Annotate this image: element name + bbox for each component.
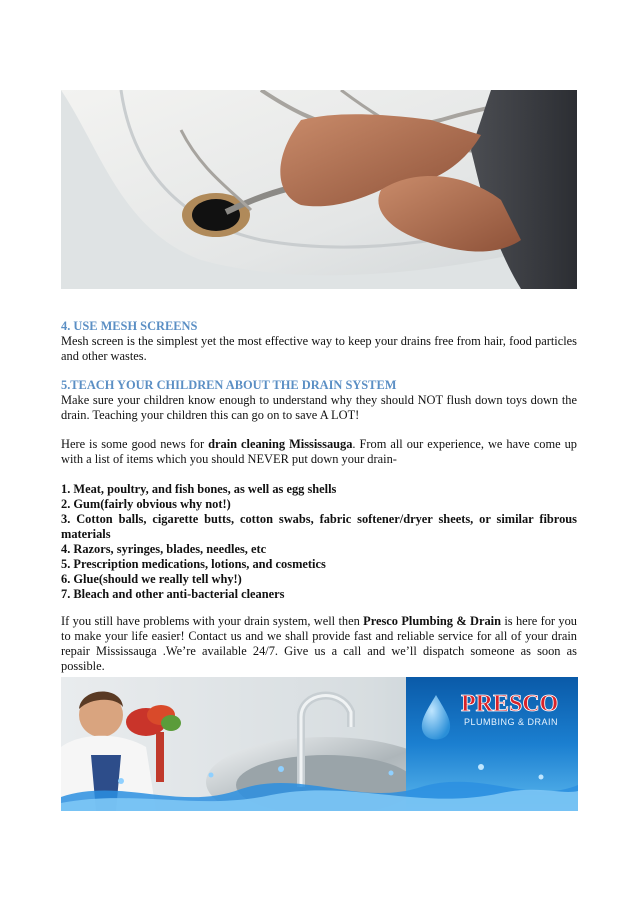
- section-heading-mesh-screens: 4. USE MESH SCREENS: [61, 319, 198, 333]
- list-item: 7. Bleach and other anti-bacterial cleaners: [61, 587, 285, 601]
- never-put-down-list: [61, 482, 577, 602]
- section-body-mesh-screens: Mesh screen is the simplest yet the most effective way to keep your drains free from hair, food particles and other wastes.: [61, 334, 577, 363]
- section-teach-children: [61, 378, 577, 423]
- intro-keyword: drain cleaning Mississauga: [208, 437, 353, 451]
- intro-paragraph: [61, 437, 577, 467]
- section-heading-teach-children: 5.TEACH YOUR CHILDREN ABOUT THE DRAIN SYSTEM: [61, 378, 397, 392]
- closing-paragraph: [61, 614, 577, 674]
- closing-text-start: If you still have problems with your drain system, well then: [61, 614, 364, 628]
- drain-snake-photo: [61, 90, 577, 289]
- closing-text-end: is here for you to make your life easier! Contact us and we shall provide fast and reliable service for all of your drain repair Mississauga .We’re available 24/7. Give us a call and we’ll dispatch someone as soon as possible.: [61, 614, 577, 673]
- list-item: 5. Prescription medications, lotions, and cosmetics: [61, 557, 326, 571]
- company-name: Presco Plumbing & Drain: [363, 614, 501, 628]
- logo-brand-text: PRESCO: [461, 691, 559, 717]
- list-item: 1. Meat, poultry, and fish bones, as well as egg shells: [61, 482, 337, 496]
- list-item: 4. Razors, syringes, blades, needles, etc: [61, 542, 267, 556]
- intro-text-start: Here is some good news for: [61, 437, 209, 451]
- logo-tagline-text: PLUMBING & DRAIN: [464, 717, 559, 727]
- list-item: 6. Glue(should we really tell why!): [61, 572, 242, 586]
- list-item: 2. Gum(fairly obvious why not!): [61, 497, 231, 511]
- section-body-teach-children: Make sure your children know enough to understand why they should NOT flush down toys down the drain. Teaching your children this can go on to save A LOT!: [61, 393, 577, 422]
- section-mesh-screens: [61, 319, 577, 364]
- presco-banner-image: [61, 677, 578, 811]
- intro-text-end: . From all our experience, we have come up with a list of items which you should NEVER put down your drain-: [61, 437, 577, 466]
- list-item: 3. Cotton balls, cigarette butts, cotton swabs, fabric softener/dryer sheets, or similar fibrous materials: [61, 512, 577, 541]
